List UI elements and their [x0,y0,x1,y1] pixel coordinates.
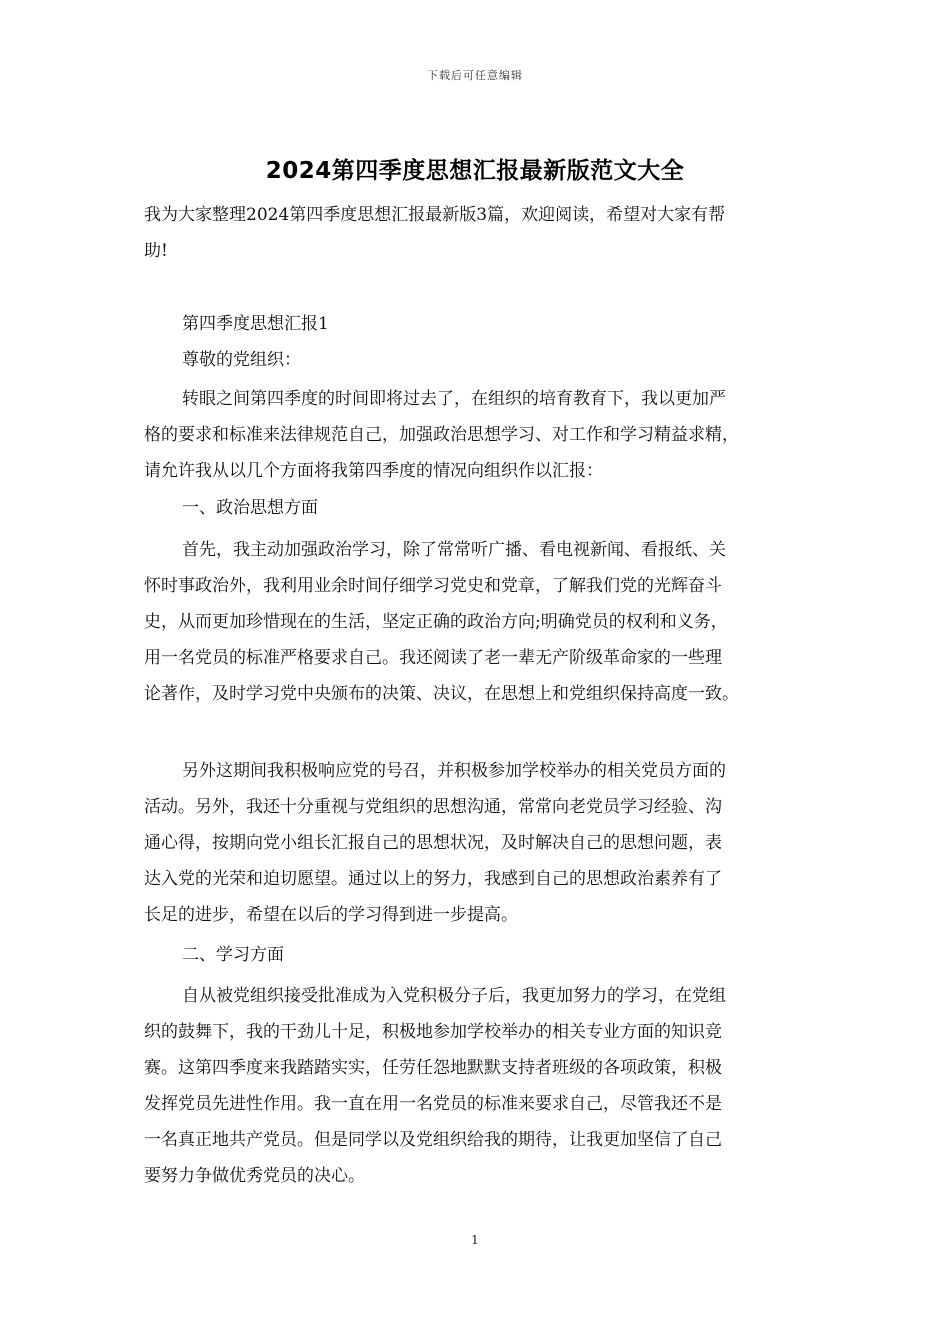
header-note: 下载后可任意编辑 [427,69,523,82]
section-heading: 第四季度思想汇报1 [182,314,329,334]
paragraph-line: 赛。这第四季度来我踏踏实实，任劳任怨地默默支持者班级的各项政策，积极 [144,1058,722,1078]
intro-line: 我为大家整理2024第四季度思想汇报最新版3篇，欢迎阅读，希望对大家有帮 [144,205,726,225]
salutation: 尊敬的党组织： [182,350,301,370]
paragraph-line: 怀时事政治外，我利用业余时间仔细学习党史和党章，了解我们党的光辉奋斗 [144,576,722,596]
paragraph-line: 达入党的光荣和迫切愿望。通过以上的努力，我感到自己的思想政治素养有了 [144,869,722,889]
paragraph-line: 转眼之间第四季度的时间即将过去了，在组织的培育教育下，我以更加严 [182,389,726,409]
paragraph-line: 用一名党员的标准严格要求自己。我还阅读了老一辈无产阶级革命家的一些理 [144,648,722,668]
paragraph-line: 织的鼓舞下，我的干劲儿十足，积极地参加学校举办的相关专业方面的知识竞 [144,1022,722,1042]
paragraph-line: 长足的进步，希望在以后的学习得到进一步提高。 [144,905,518,925]
paragraph-line: 论著作，及时学习党中央颁布的决策、决议，在思想上和党组织保持高度一致。 [144,684,739,704]
paragraph-line: 发挥党员先进性作用。我一直在用一名党员的标准来要求自己，尽管我还不是 [144,1094,722,1114]
paragraph-line: 首先，我主动加强政治学习，除了常常听广播、看电视新闻、看报纸、关 [182,540,726,560]
intro-line: 助! [144,241,168,261]
paragraph-line: 格的要求和标准来法律规范自己，加强政治思想学习、对工作和学习精益求精， [144,425,739,445]
document-title: 2024第四季度思想汇报最新版范文大全 [265,158,685,184]
paragraph-line: 史，从而更加珍惜现在的生活，坚定正确的政治方向;明确党员的权利和义务， [144,612,728,632]
paragraph-line: 通心得，按期向党小组长汇报自己的思想状况，及时解决自己的思想问题，表 [144,833,722,853]
paragraph-line: 自从被党组织接受批准成为入党积极分子后，我更加努力的学习，在党组 [182,986,726,1006]
paragraph-line: 活动。另外，我还十分重视与党组织的思想沟通，常常向老党员学习经验、沟 [144,797,722,817]
paragraph-line: 请允许我从以几个方面将我第四季度的情况向组织作以汇报： [144,461,603,481]
subheading-study: 二、学习方面 [182,945,284,965]
subheading-politics: 一、政治思想方面 [182,498,318,518]
paragraph-line: 另外这期间我积极响应党的号召，并积极参加学校举办的相关党员方面的 [182,761,726,781]
page-number: 1 [471,1233,479,1247]
paragraph-line: 要努力争做优秀党员的决心。 [144,1166,365,1186]
paragraph-line: 一名真正地共产党员。但是同学以及党组织给我的期待，让我更加坚信了自己 [144,1130,722,1150]
